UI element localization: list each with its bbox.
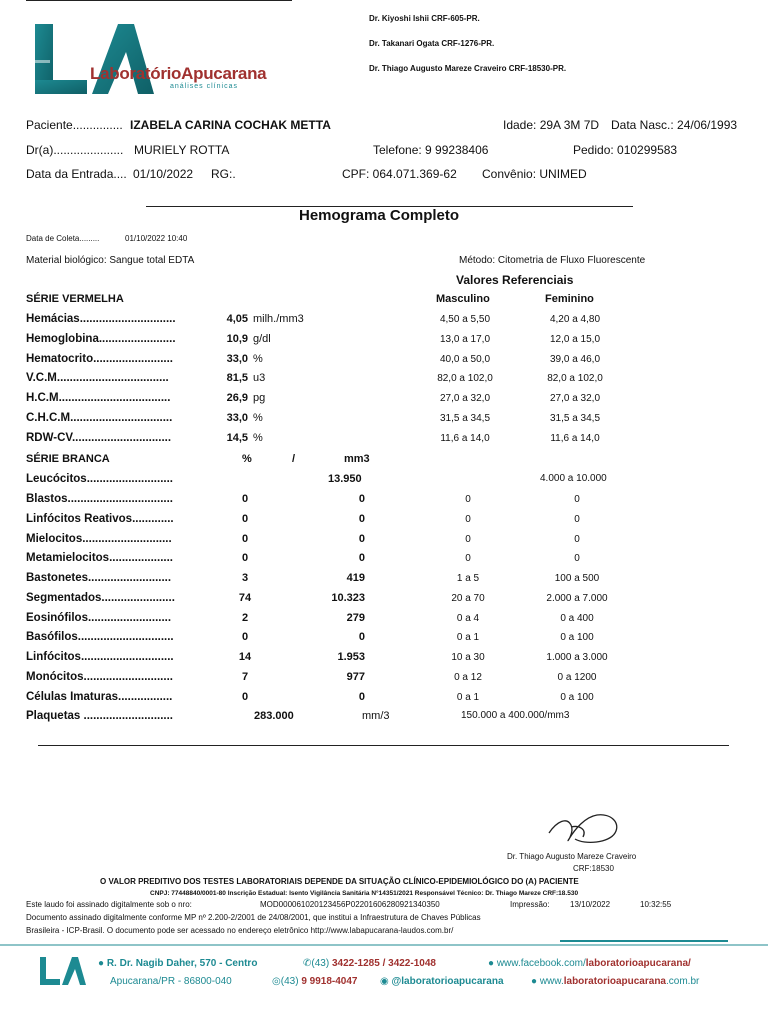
phone-line-1[interactable] [303, 958, 436, 969]
entry-date: 01/10/2022 [133, 167, 194, 181]
phone-icon: ✆ [303, 958, 312, 969]
red-row-ref-male: 31,5 a 34,5 [439, 413, 491, 424]
white-row-ref-abs: 0 [574, 494, 580, 505]
entry-date-label: Data da Entrada.... [26, 167, 127, 181]
white-row-pct: 3 [241, 572, 249, 584]
white-row-ref-pct: 0 a 12 [454, 672, 482, 683]
white-row-abs: 0 [358, 533, 365, 545]
phone-prefix: (43) [311, 958, 330, 969]
red-row-unit: u3 [253, 372, 266, 384]
platelets-label: Plaquetas ............................ [26, 710, 173, 722]
white-row-abs: 977 [346, 671, 365, 683]
red-row-unit: pg [253, 392, 266, 404]
white-row-label: Monócitos............................ [26, 671, 173, 683]
red-row-ref-female: 82,0 a 102,0 [547, 373, 603, 384]
white-row-abs: 419 [346, 572, 365, 584]
phone2-prefix: (43) [280, 976, 299, 987]
white-row-ref-pct: 10 a 30 [451, 652, 485, 663]
red-row-label: Hemácias.............................. [26, 313, 176, 325]
white-row-ref-pct: 0 a 1 [456, 632, 480, 643]
male-header: Masculino [436, 293, 490, 305]
icp-notice: Brasileira - ICP-Brasil. O documento pode ser acessado no endereço eletrônico http://www.labapucarana-laudos.com.br/ [26, 926, 454, 935]
platelets-unit: mm/3 [362, 710, 390, 722]
doctor-line-1: Dr. Kiyoshi Ishii CRF-605-PR. [369, 14, 480, 23]
red-row-value: 10,9 [226, 333, 248, 345]
rg-label: RG:. [211, 167, 236, 181]
white-series-heading: SÉRIE BRANCA [26, 453, 110, 465]
white-row-ref-abs: 0 [574, 534, 580, 545]
white-row-label: Segmentados....................... [26, 592, 175, 604]
platelets-value: 283.000 [254, 710, 294, 722]
white-row-ref-abs: 0 a 1200 [557, 672, 597, 683]
white-row-ref-pct: 0 [465, 553, 471, 564]
logo-subtitle: análises clínicas [170, 83, 238, 90]
red-row-label: C.H.C.M................................ [26, 412, 173, 424]
white-row-label: Bastonetes.......................... [26, 572, 172, 584]
leukocytes-value: 13.950 [328, 473, 362, 485]
white-row-abs: 0 [358, 513, 365, 525]
red-series-heading: SÉRIE VERMELHA [26, 293, 124, 305]
lab-logo [30, 18, 290, 102]
white-row-label: Linfócitos Reativos............. [26, 513, 174, 525]
instagram: @laboratorioapucarana [391, 976, 504, 987]
website-link[interactable] [531, 976, 699, 987]
red-row-label: RDW-CV............................... [26, 432, 172, 444]
facebook-handle: laboratorioapucarana/ [585, 958, 691, 969]
white-row-ref-pct: 0 [465, 494, 471, 505]
red-row-unit: % [253, 432, 263, 444]
white-row-abs: 0 [358, 691, 365, 703]
red-row-unit: % [253, 353, 263, 365]
red-row-value: 14,5 [226, 432, 248, 444]
red-row-ref-male: 82,0 a 102,0 [437, 373, 493, 384]
white-row-label: Mielocitos............................ [26, 533, 172, 545]
white-row-ref-abs: 0 a 100 [560, 692, 594, 703]
instagram-line[interactable] [380, 976, 504, 987]
contact-band-rule [560, 940, 728, 942]
site-name: laboratorioapucarana [563, 976, 666, 987]
slash-column-header: / [292, 453, 296, 465]
footer-cnpj: CNPJ: 77448840/0001-80 Inscrição Estadual: Isento Vigilância Sanitária N°14351/2021 Responsável Técnico: Dr. Thiago Mareze CRF:18.530 [150, 890, 579, 897]
red-row-value: 33,0 [226, 412, 248, 424]
white-row-abs: 0 [358, 552, 365, 564]
red-row-ref-male: 40,0 a 50,0 [439, 354, 491, 365]
pct-column-header: % [242, 453, 252, 465]
mp-notice: Documento assinado digitalmente conforme MP nº 2.200-2/2001 de 24/08/2001, que institui a Infraestrutura de Chaves Públicas [26, 913, 481, 922]
white-row-ref-pct: 1 a 5 [456, 573, 480, 584]
doctor-line-3: Dr. Thiago Augusto Mareze Craveiro CRF-18530-PR. [369, 64, 567, 73]
red-row-ref-female: 31,5 a 34,5 [549, 413, 601, 424]
red-row-ref-female: 27,0 a 32,0 [549, 393, 601, 404]
red-row-unit: % [253, 412, 263, 424]
doctor-label: Dr(a)..................... [26, 143, 124, 157]
globe-icon: ● [531, 976, 538, 987]
white-row-pct: 0 [241, 493, 249, 505]
red-row-label: V.C.M................................... [26, 372, 169, 384]
phone-1: 3422-1285 / 3422-1048 [331, 958, 436, 969]
print-date: 13/10/2022 [570, 900, 611, 909]
red-row-value: 26,9 [226, 392, 248, 404]
requesting-doctor: MURIELY ROTTA [134, 143, 230, 157]
logo-name: LaboratórioApucarana [90, 64, 267, 83]
footer-warning: O VALOR PREDITIVO DOS TESTES LABORATORIAIS DEPENDE DA SITUAÇÃO CLÍNICO-EPIDEMIOLÓGICO DO (A) PACIENTE [100, 877, 579, 886]
white-row-pct: 7 [241, 671, 249, 683]
lab-logo-mark-icon [30, 18, 170, 102]
white-row-ref-abs: 0 a 100 [560, 632, 594, 643]
phone-line-2[interactable] [272, 976, 357, 987]
white-row-label: Blastos................................. [26, 493, 173, 505]
red-row-value: 4,05 [226, 313, 248, 325]
whatsapp-icon: ◎ [272, 976, 281, 987]
patient-birthdate: Data Nasc.: 24/06/1993 [611, 118, 738, 132]
white-row-label: Metamielocitos.................... [26, 552, 173, 564]
white-row-ref-pct: 0 a 4 [456, 613, 480, 624]
red-row-value: 81,5 [226, 372, 248, 384]
patient-name: IZABELA CARINA COCHAK METTA [130, 118, 331, 132]
white-row-ref-pct: 20 a 70 [451, 593, 485, 604]
site-post: .com.br [666, 976, 700, 987]
red-row-ref-male: 27,0 a 32,0 [439, 393, 491, 404]
facebook-pre: www.facebook.com/ [496, 958, 586, 969]
red-row-ref-female: 11,6 a 14,0 [550, 433, 600, 444]
order-number: Pedido: 010299583 [573, 143, 678, 157]
digital-signature-label: Este laudo foi assinado digitalmente sob o nro: [26, 900, 192, 909]
white-row-ref-pct: 0 [465, 534, 471, 545]
red-row-value: 33,0 [226, 353, 248, 365]
red-row-ref-female: 4,20 a 4,80 [549, 314, 601, 325]
top-rule [26, 0, 292, 1]
material: Material biológico: Sangue total EDTA [26, 255, 195, 266]
collection-date-label: Data de Coleta......... [26, 234, 100, 243]
contact-band-top [0, 944, 768, 946]
patient-label: Paciente............... [26, 118, 123, 132]
white-row-label: Células Imaturas................. [26, 691, 173, 703]
signature-crf: CRF:18530 [573, 864, 614, 873]
white-row-ref-abs: 0 [574, 553, 580, 564]
white-row-abs: 1.953 [337, 651, 365, 663]
red-row-ref-male: 13,0 a 17,0 [439, 334, 491, 345]
red-row-ref-female: 39,0 a 46,0 [549, 354, 601, 365]
print-label: Impressão: [510, 900, 550, 909]
female-header: Feminino [545, 293, 594, 305]
white-row-ref-abs: 100 a 500 [554, 573, 600, 584]
leukocytes-ref: 4.000 a 10.000 [540, 473, 607, 484]
white-row-ref-abs: 1.000 a 3.000 [546, 652, 608, 663]
leukocytes-label: Leucócitos........................... [26, 473, 173, 485]
white-row-abs: 10.323 [331, 592, 365, 604]
red-row-unit: g/dl [253, 333, 271, 345]
white-row-ref-pct: 0 a 1 [456, 692, 480, 703]
facebook-icon: ● [488, 958, 495, 969]
signature-icon [545, 803, 625, 853]
white-row-ref-abs: 0 [574, 514, 580, 525]
platelets-ref: 150.000 a 400.000/mm3 [461, 710, 570, 721]
red-row-unit: milh./mm3 [253, 313, 304, 325]
white-row-pct: 0 [241, 631, 249, 643]
insurance: Convênio: UNIMED [482, 167, 587, 181]
results-end-rule [38, 745, 729, 746]
footer-logo-icon [38, 955, 88, 989]
white-row-pct: 0 [241, 513, 249, 525]
white-row-abs: 279 [346, 612, 365, 624]
patient-phone: Telefone: 9 99238406 [373, 143, 489, 157]
digital-signature-number: MOD000061020123456P02201606280921340350 [260, 900, 440, 909]
method: Método: Citometria de Fluxo Fluorescente [459, 255, 646, 266]
white-row-pct: 2 [241, 612, 249, 624]
mm3-column-header: mm3 [344, 453, 370, 465]
white-row-pct: 0 [241, 533, 249, 545]
facebook-link[interactable] [488, 958, 691, 969]
white-row-abs: 0 [358, 631, 365, 643]
white-row-label: Linfócitos............................. [26, 651, 174, 663]
white-row-pct: 14 [238, 651, 252, 663]
patient-age: Idade: 29A 3M 7D [503, 118, 600, 132]
white-row-pct: 0 [241, 552, 249, 564]
red-row-label: H.C.M................................... [26, 392, 171, 404]
white-row-pct: 0 [241, 691, 249, 703]
site-pre: www. [539, 976, 564, 987]
address-line-1 [98, 958, 257, 969]
location-icon: ● [98, 958, 105, 969]
white-row-ref-abs: 0 a 400 [560, 613, 594, 624]
white-row-label: Eosinófilos.......................... [26, 612, 172, 624]
address-1: R. Dr. Nagib Daher, 570 - Centro [106, 958, 258, 969]
ref-values-title: Valores Referenciais [456, 273, 574, 287]
white-row-ref-pct: 0 [465, 514, 471, 525]
signature-name: Dr. Thiago Augusto Mareze Craveiro [507, 852, 637, 861]
address-2: Apucarana/PR - 86800-040 [110, 976, 232, 987]
white-row-pct: 74 [238, 592, 252, 604]
doctor-line-2: Dr. Takanari Ogata CRF-1276-PR. [369, 39, 495, 48]
white-row-ref-abs: 2.000 a 7.000 [546, 593, 608, 604]
white-row-abs: 0 [358, 493, 365, 505]
print-time: 10:32:55 [640, 900, 672, 909]
collection-date: 01/10/2022 10:40 [125, 234, 188, 243]
red-row-ref-female: 12,0 a 15,0 [549, 334, 601, 345]
red-row-ref-male: 4,50 a 5,50 [439, 314, 491, 325]
red-row-label: Hemoglobina........................ [26, 333, 176, 345]
exam-title: Hemograma Completo [299, 207, 460, 224]
red-row-ref-male: 11,6 a 14,0 [440, 433, 490, 444]
red-row-label: Hematocrito......................... [26, 353, 173, 365]
white-row-label: Basófilos.............................. [26, 631, 174, 643]
phone-2: 9 9918-4047 [301, 976, 358, 987]
patient-cpf: CPF: 064.071.369-62 [342, 167, 457, 181]
instagram-icon: ◉ [380, 976, 389, 987]
